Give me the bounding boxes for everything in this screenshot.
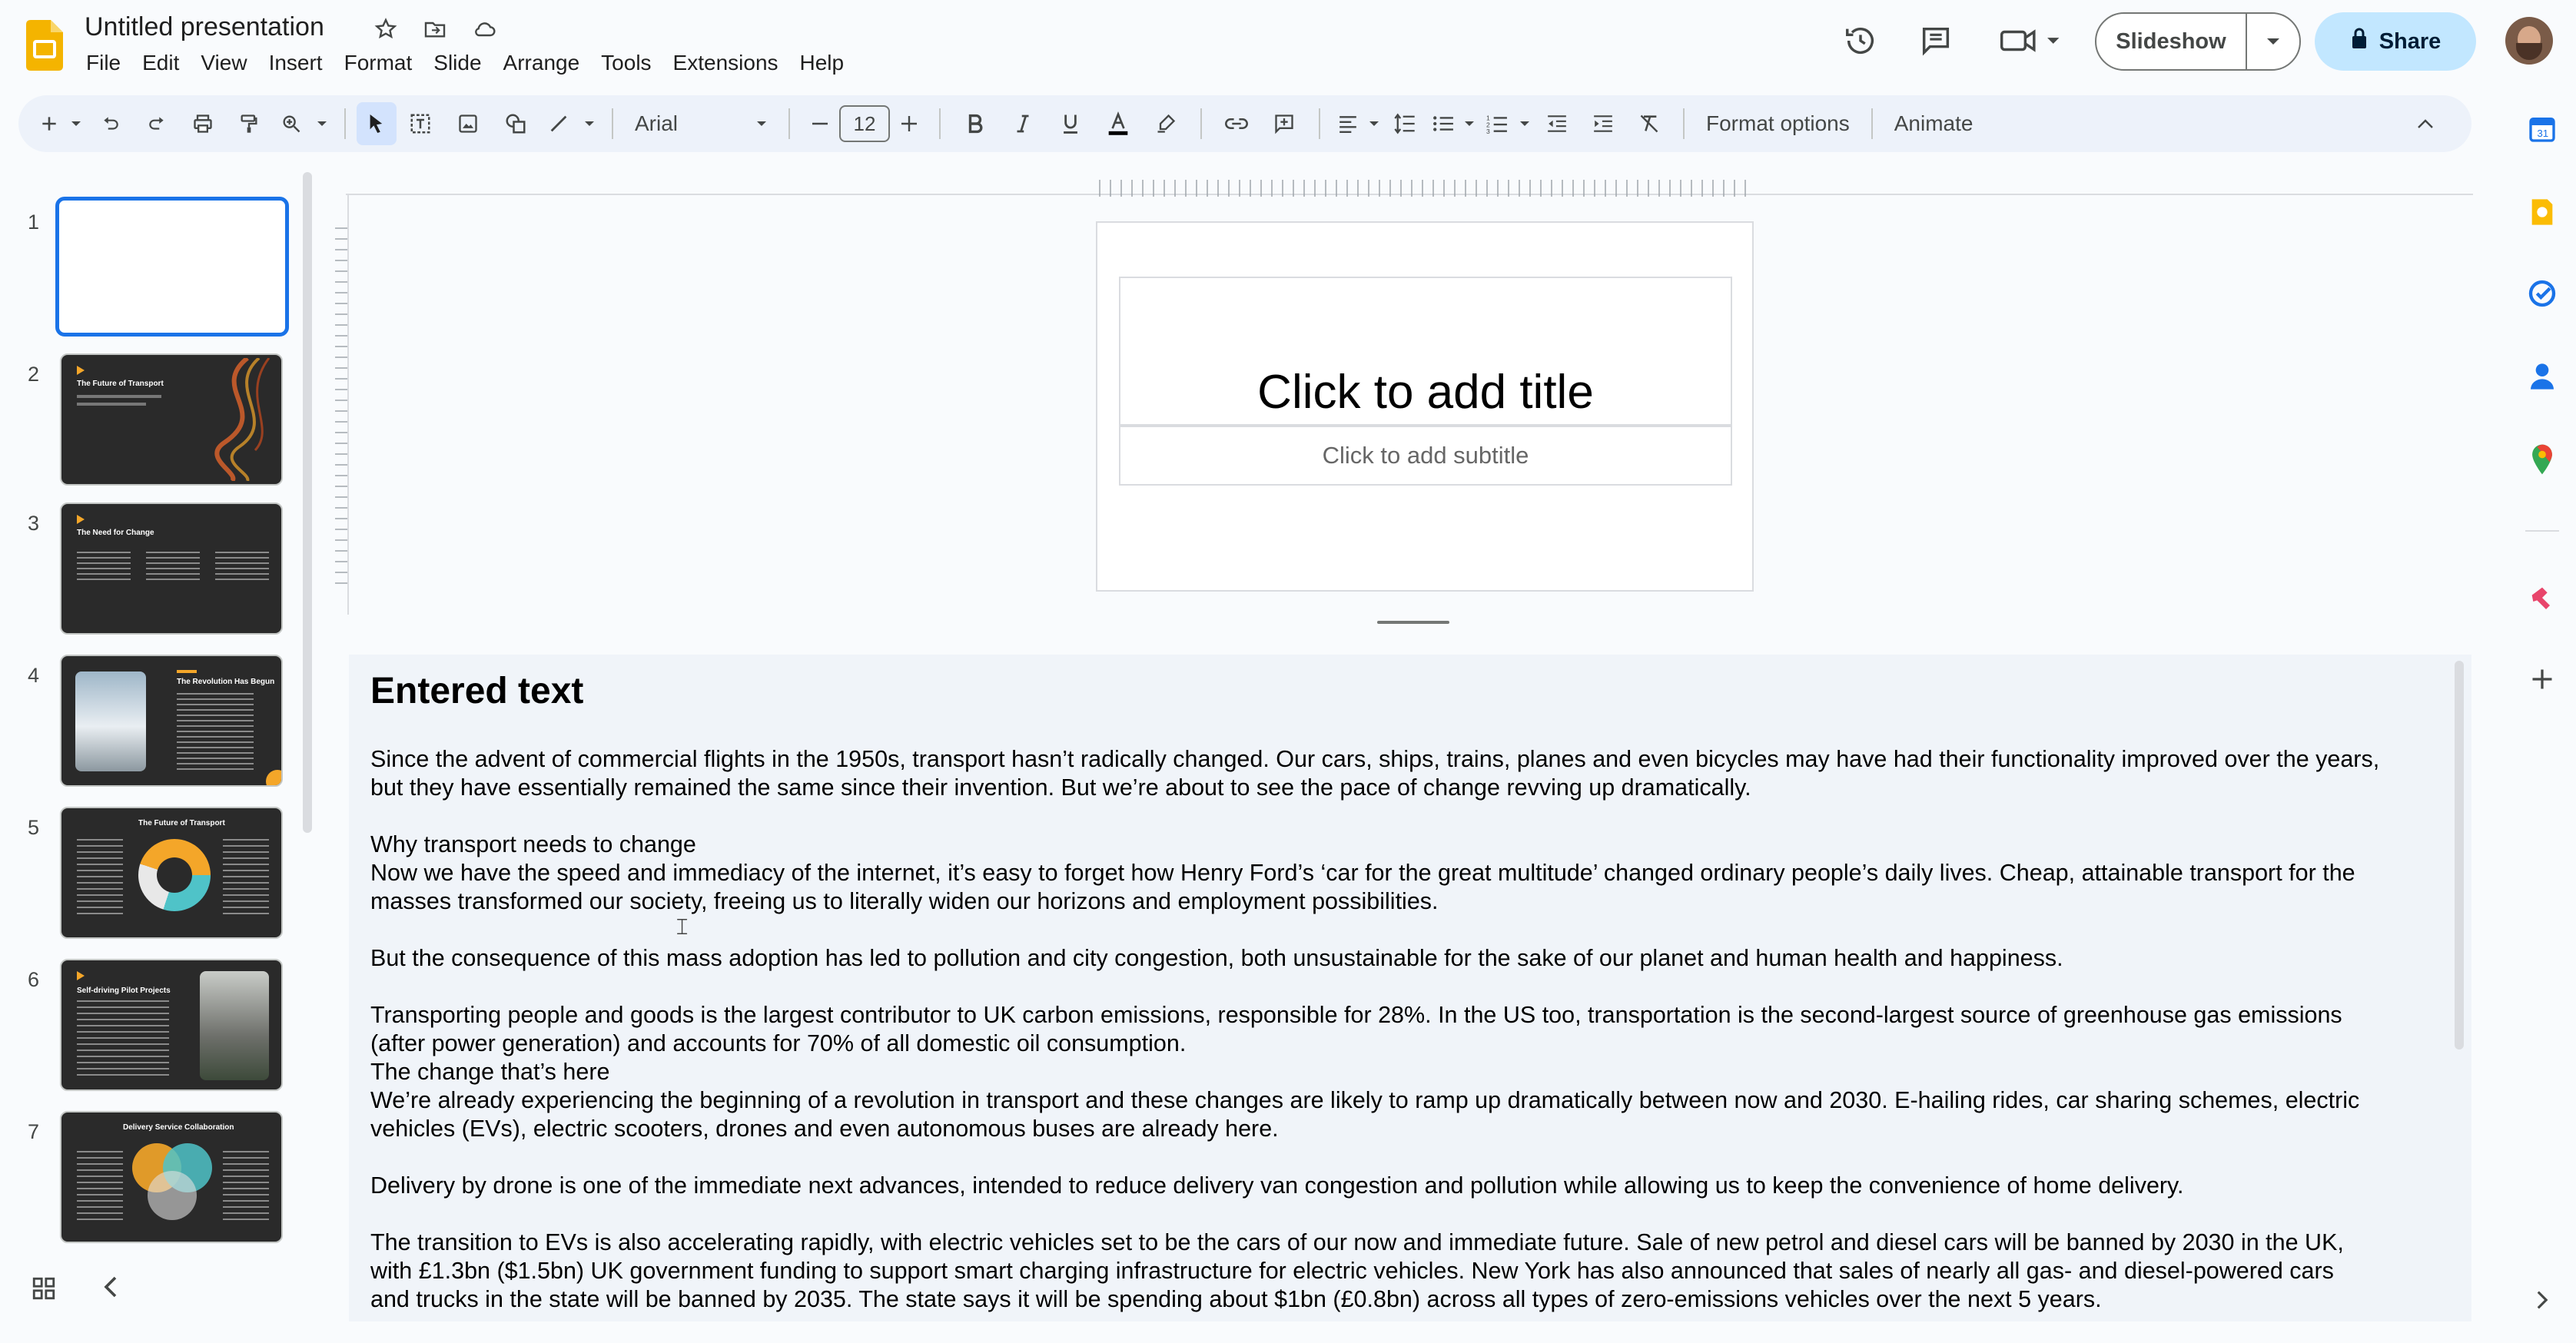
document-title[interactable]: Untitled presentation <box>85 12 324 41</box>
insert-image-icon[interactable] <box>444 102 492 145</box>
slide-number: 1 <box>28 211 40 234</box>
notes-line: We’re already experiencing the beginning of a revolution in transport and these changes are likely to ramp up dramatically between now and 2030. E-hailing rides, car sharing schemes, electric <box>370 1087 2360 1113</box>
notes-line: Transporting people and goods is the largest contributor to UK carbon emissions, responsible for 28%. In the US too, transportation is the second-largest source of greenhouse gas emissions <box>370 1002 2342 1028</box>
highlight-color-icon[interactable] <box>1142 102 1190 145</box>
notes-body[interactable] <box>370 745 2445 1314</box>
notes-line: Now we have the speed and immediacy of the internet, it’s easy to forget how Henry Ford’s ‘car for the great multitude’ changed ordinary people’s daily lives. Cheap, attainable transport for the <box>370 860 2355 886</box>
font-size-input[interactable]: 12 <box>839 105 890 142</box>
notes-line: and trucks in the state will be banned by 2035. The state says it will be spending about $1bn (£0.8bn) across all types of zero-emissions vehicles over the next 5 years. <box>370 1286 2102 1312</box>
menu-extensions[interactable]: Extensions <box>672 51 778 75</box>
increase-font-size-icon[interactable] <box>890 102 928 145</box>
thumbnail-title: The Revolution Has Begun <box>177 678 275 686</box>
line-spacing-icon[interactable] <box>1383 102 1426 145</box>
font-family-value: Arial <box>635 111 679 135</box>
decrease-indent-icon[interactable] <box>1534 102 1580 145</box>
line-dropdown-icon[interactable] <box>578 102 601 145</box>
menu-slide[interactable]: Slide <box>433 51 482 75</box>
slide-filmstrip <box>0 178 307 1269</box>
slide-canvas[interactable] <box>1096 221 1754 592</box>
maps-icon[interactable] <box>2525 443 2559 476</box>
thumbnail-title: Delivery Service Collaboration <box>123 1123 234 1132</box>
addon-icon[interactable] <box>2525 581 2559 615</box>
filmstrip-scrollbar[interactable] <box>303 172 312 833</box>
star-icon[interactable] <box>372 15 400 43</box>
slide-thumbnail[interactable] <box>55 197 289 337</box>
line-icon[interactable] <box>539 102 578 145</box>
select-cursor-icon[interactable] <box>357 102 397 145</box>
filmstrip-item-4[interactable] <box>0 655 307 801</box>
svg-text:2: 2 <box>1486 121 1490 129</box>
cloud-status-icon[interactable] <box>470 15 498 43</box>
slide-thumbnail[interactable] <box>60 807 283 939</box>
meet-video-icon[interactable] <box>1998 23 2064 62</box>
filmstrip-item-3[interactable] <box>0 502 307 648</box>
notes-line: vehicles (EVs), electric scooters, drones and even autonomous buses are already here. <box>370 1116 1279 1142</box>
slide-thumbnail[interactable] <box>60 959 283 1091</box>
new-slide-dropdown-icon[interactable] <box>65 102 88 145</box>
paint-format-icon[interactable] <box>226 102 272 145</box>
top-bar <box>0 0 2576 91</box>
print-icon[interactable] <box>180 102 226 145</box>
menu-file[interactable]: File <box>86 51 121 75</box>
svg-text:3: 3 <box>1486 127 1490 134</box>
slides-logo-icon[interactable] <box>26 20 63 71</box>
clear-formatting-icon[interactable] <box>1626 102 1672 145</box>
filmstrip-item-7[interactable] <box>0 1111 307 1257</box>
formatting-toolbar <box>18 95 2471 152</box>
horizontal-ruler-ticks <box>1099 180 1748 197</box>
filmstrip-item-5[interactable] <box>0 807 307 953</box>
new-slide-icon[interactable] <box>34 102 65 145</box>
notes-line: But the consequence of this mass adoption has led to pollution and city congestion, both unsustainable for the sake of our planet and human health and happiness. <box>370 945 2063 971</box>
slide-thumbnail[interactable] <box>60 502 283 635</box>
notes-line <box>370 1143 2445 1172</box>
slide-thumbnail[interactable] <box>60 655 283 787</box>
notes-line: masses transformed our society, freeing us to literally widen our horizons and employment possibilities. <box>370 888 1439 914</box>
side-panel <box>2508 100 2576 1343</box>
slideshow-button[interactable] <box>2095 12 2301 71</box>
increase-indent-icon[interactable] <box>1580 102 1626 145</box>
font-family-select[interactable] <box>624 102 778 145</box>
svg-text:1: 1 <box>1486 114 1490 122</box>
calendar-icon[interactable] <box>2525 112 2559 146</box>
slide-number: 3 <box>28 512 40 535</box>
menu-format[interactable]: Format <box>344 51 413 75</box>
notes-heading: Entered text <box>370 671 584 711</box>
menu-bar <box>86 51 865 75</box>
filmstrip-item-1[interactable] <box>0 201 307 347</box>
slideshow-dropdown-icon[interactable] <box>2247 37 2299 46</box>
bulleted-list-dropdown-icon[interactable] <box>1460 102 1479 145</box>
thumbnail-title: The Future of Transport <box>138 819 225 827</box>
bulleted-list-icon[interactable] <box>1426 102 1460 145</box>
menu-edit[interactable]: Edit <box>142 51 180 75</box>
notes-resize-handle[interactable] <box>1377 621 1449 624</box>
format-options-button[interactable]: Format options <box>1706 111 1850 135</box>
collapse-filmstrip-icon[interactable] <box>103 1275 118 1305</box>
tasks-icon[interactable] <box>2525 277 2559 310</box>
lock-icon <box>2350 27 2369 56</box>
share-button[interactable] <box>2315 12 2476 71</box>
zoom-dropdown-icon[interactable] <box>310 102 334 145</box>
title-placeholder[interactable]: Click to add title <box>1119 277 1732 426</box>
svg-text:31: 31 <box>2537 128 2549 139</box>
slide-number: 5 <box>28 816 40 839</box>
slide-thumbnail[interactable] <box>60 353 283 486</box>
menu-insert[interactable]: Insert <box>268 51 323 75</box>
numbered-list-dropdown-icon[interactable] <box>1515 102 1534 145</box>
zoom-icon[interactable] <box>272 102 310 145</box>
slide-number: 7 <box>28 1120 40 1143</box>
version-history-icon[interactable] <box>1843 23 1878 62</box>
redo-icon[interactable] <box>134 102 180 145</box>
contacts-icon[interactable] <box>2525 360 2559 393</box>
menu-arrange[interactable]: Arrange <box>503 51 580 75</box>
bold-icon[interactable] <box>951 102 999 145</box>
thumbnail-title: The Need for Change <box>77 529 154 537</box>
share-label: Share <box>2378 28 2442 54</box>
notes-line: Since the advent of commercial flights in the 1950s, transport hasn’t radically changed. Our cars, ships, trains, planes and even bicycles may have had their functionality improved over the years, <box>370 746 2380 772</box>
notes-line: The transition to EVs is also accelerating rapidly, with electric vehicles set to be the cars of our now and immediate future. Sale of new petrol and diesel cars will be banned by 2030 in the UK, <box>370 1229 2344 1255</box>
text-box-icon[interactable] <box>397 102 444 145</box>
notes-line <box>370 973 2445 1001</box>
notes-line: (after power generation) and accounts for 70% of all domestic oil consumption. <box>370 1030 1187 1056</box>
shape-icon[interactable] <box>492 102 539 145</box>
notes-line: Delivery by drone is one of the immediate next advances, intended to reduce delivery van congestion and pollution while allowing us to keep the convenience of home delivery. <box>370 1172 2184 1199</box>
decrease-font-size-icon[interactable] <box>801 102 839 145</box>
insert-link-icon[interactable] <box>1213 102 1260 145</box>
slide-thumbnail[interactable] <box>60 1111 283 1243</box>
get-addons-icon[interactable] <box>2525 662 2559 696</box>
menu-view[interactable]: View <box>201 51 247 75</box>
menu-help[interactable]: Help <box>799 51 845 75</box>
slide-number: 4 <box>28 664 40 687</box>
comments-icon[interactable] <box>1918 23 1954 62</box>
filmstrip-item-2[interactable] <box>0 353 307 499</box>
vertical-ruler-ticks <box>335 227 347 587</box>
notes-line: The change that’s here <box>370 1059 610 1085</box>
account-avatar[interactable] <box>2505 17 2553 65</box>
underline-icon[interactable] <box>1047 102 1094 145</box>
subtitle-placeholder[interactable]: Click to add subtitle <box>1119 426 1732 486</box>
undo-icon[interactable] <box>88 102 134 145</box>
grid-view-icon[interactable] <box>31 1275 57 1305</box>
slide-number: 6 <box>28 968 40 991</box>
expand-side-panel-icon[interactable] <box>2525 1283 2559 1317</box>
text-cursor-icon: 𝙸 <box>674 914 691 940</box>
text-color-icon[interactable] <box>1094 102 1142 145</box>
add-comment-icon[interactable] <box>1260 102 1308 145</box>
slideshow-label[interactable]: Slideshow <box>2096 14 2247 69</box>
menu-tools[interactable]: Tools <box>601 51 652 75</box>
notes-line <box>370 1200 2445 1229</box>
speaker-notes[interactable] <box>349 655 2471 1321</box>
thumbnail-title: The Future of Transport <box>77 380 164 388</box>
notes-line: but they have essentially remained the same since their invention. But we’re about to see the pace of change revving up dramatically. <box>370 774 1751 801</box>
notes-line: Why transport needs to change <box>370 831 696 857</box>
keep-icon[interactable] <box>2525 195 2559 229</box>
thumbnail-title: Self-driving Pilot Projects <box>77 987 171 995</box>
numbered-list-icon[interactable] <box>1479 102 1515 145</box>
animate-button[interactable]: Animate <box>1894 111 1973 135</box>
notes-line: with £1.3bn ($1.5bn) UK government funding to support smart charging infrastructure for electric vehicles. New York has also announced that sales of nearly all gas- and diesel-powered cars <box>370 1258 2334 1284</box>
slide-number: 2 <box>28 363 40 386</box>
notes-line <box>370 802 2445 831</box>
font-dropdown-icon <box>756 120 767 128</box>
align-dropdown-icon[interactable] <box>1365 102 1383 145</box>
italic-icon[interactable] <box>999 102 1047 145</box>
vertical-ruler <box>347 195 349 615</box>
notes-scrollbar[interactable] <box>2455 661 2464 1050</box>
collapse-toolbar-icon[interactable] <box>2410 102 2441 145</box>
align-icon[interactable] <box>1331 102 1365 145</box>
filmstrip-item-6[interactable] <box>0 959 307 1105</box>
move-folder-icon[interactable] <box>421 15 449 43</box>
